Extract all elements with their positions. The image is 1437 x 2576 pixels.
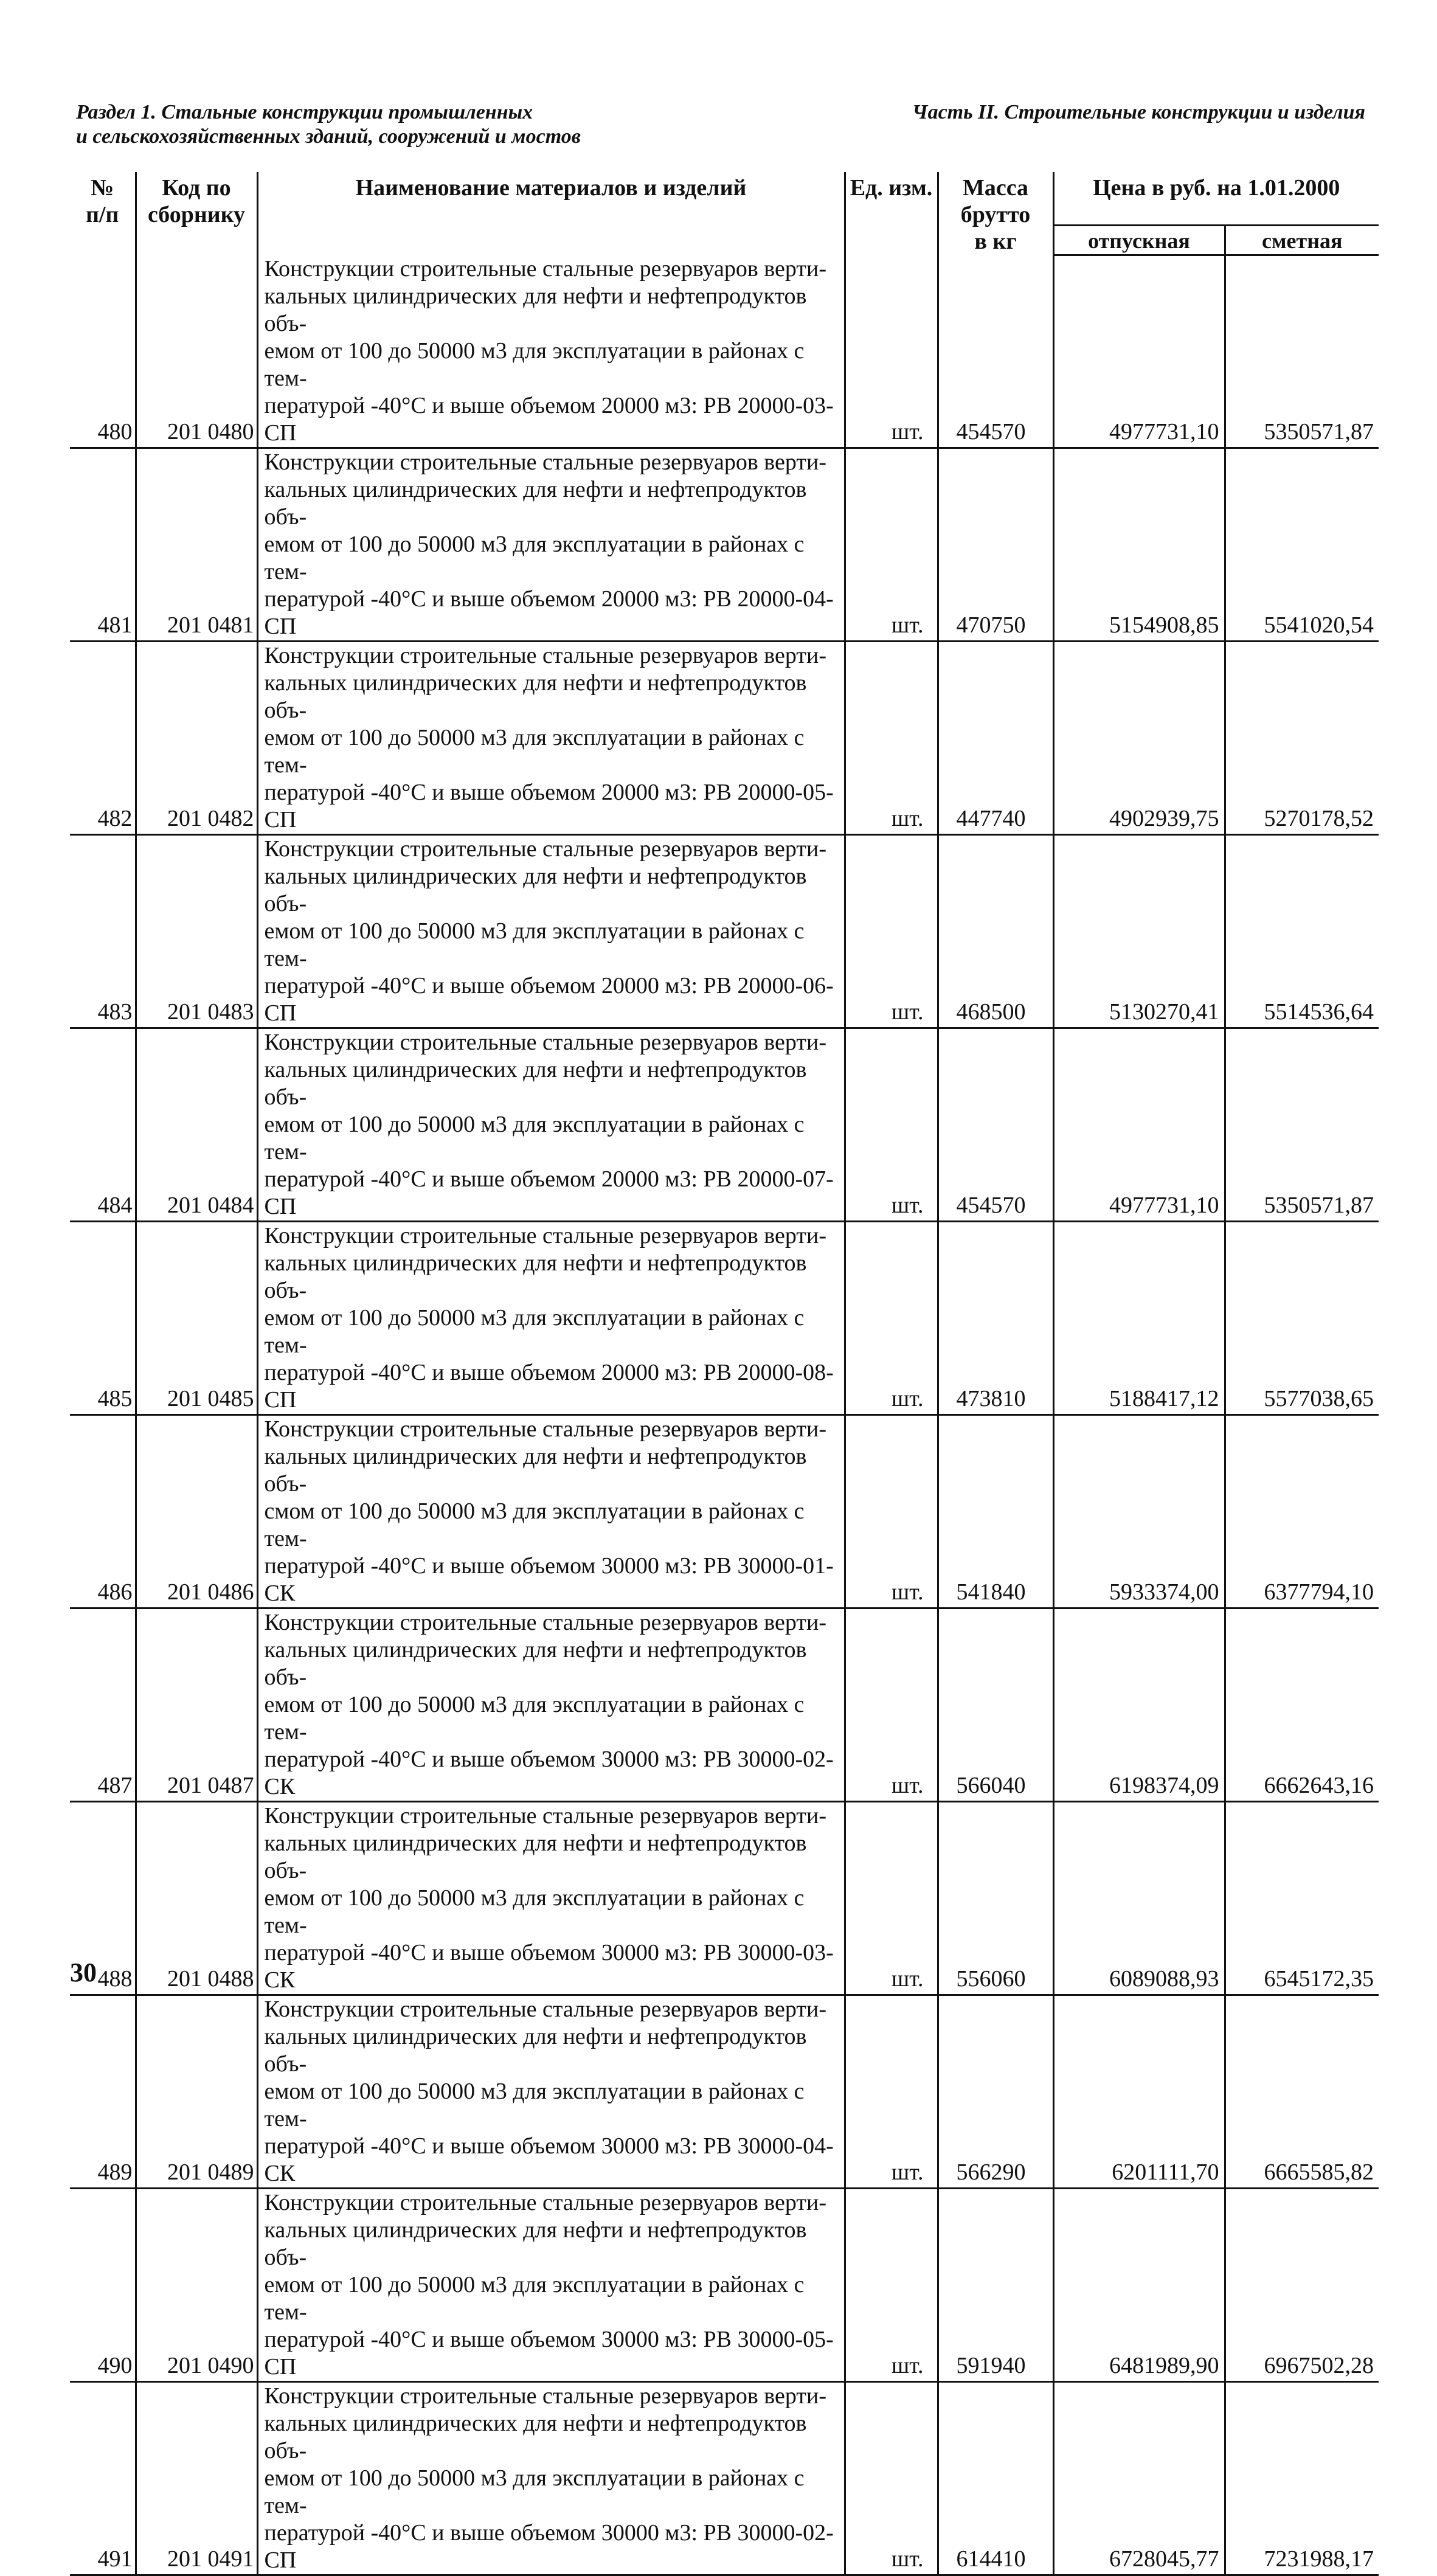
cell-mass: 454570 xyxy=(938,1028,1053,1221)
cell-price-release: 5154908,85 xyxy=(1053,448,1225,641)
name-line: кальных цилиндрических для нефти и нефтепродуктов объ- xyxy=(264,1250,807,1303)
cell-name xyxy=(257,2188,845,2381)
table-row xyxy=(70,1995,1379,2188)
name-line: Конструкции строительные стальные резервуаров верти- xyxy=(264,2189,826,2215)
name-line: кальных цилиндрических для нефти и нефтепродуктов объ- xyxy=(264,1636,807,1690)
name-line: пературой -40°С и выше объемом 30000 м3: РВ 30000-04- xyxy=(264,2133,834,2159)
cell-mass: 614410 xyxy=(938,2381,1053,2575)
name-line: кальных цилиндрических для нефти и нефтепродуктов объ- xyxy=(264,2217,807,2270)
cell-number: 487 xyxy=(70,1608,136,1801)
cell-unit: шт. xyxy=(845,1995,938,2188)
cell-number: 484 xyxy=(70,1028,136,1221)
cell-code: 201 0482 xyxy=(136,641,257,834)
table-row xyxy=(70,1608,1379,1801)
col-header-number xyxy=(70,172,136,255)
cell-number: 490 xyxy=(70,2188,136,2381)
table-body xyxy=(70,255,1379,2575)
name-line: емом от 100 до 50000 м3 для эксплуатации в районах с тем- xyxy=(264,1885,805,1938)
name-line: емом от 100 до 50000 м3 для эксплуатации в районах с тем- xyxy=(264,1691,805,1745)
cell-number: 481 xyxy=(70,448,136,641)
name-line: емом от 100 до 50000 м3 для эксплуатации в районах с тем- xyxy=(264,724,805,778)
name-line: кальных цилиндрических для нефти и нефтепродуктов объ- xyxy=(264,863,807,916)
cell-price-estimate: 6377794,10 xyxy=(1225,1414,1379,1608)
col-header-mass-line1: Масса xyxy=(962,175,1029,201)
section-title-line2: и сельскохозяйственных зданий, сооружений и мостов xyxy=(76,125,581,148)
col-header-mass-line3: в кг xyxy=(974,229,1017,254)
name-line: СП xyxy=(264,2353,297,2380)
name-line: Конструкции строительные стальные резервуаров верти- xyxy=(264,449,826,475)
cell-unit: шт. xyxy=(845,641,938,834)
section-title-line1: Раздел 1. Стальные конструкции промышленных xyxy=(76,101,533,123)
col-header-number-line1: № xyxy=(91,175,114,201)
cell-number: 491 xyxy=(70,2381,136,2575)
table-row xyxy=(70,448,1379,641)
cell-name xyxy=(257,1608,845,1801)
cell-price-release: 5933374,00 xyxy=(1053,1414,1225,1608)
cell-name xyxy=(257,1221,845,1414)
name-line: пературой -40°С и выше объемом 20000 м3: РВ 20000-07- xyxy=(264,1166,834,1192)
cell-price-release: 4902939,75 xyxy=(1053,641,1225,834)
table-row xyxy=(70,255,1379,448)
name-line: СК xyxy=(264,1773,296,1799)
name-line: емом от 100 до 50000 м3 для эксплуатации в районах с тем- xyxy=(264,918,805,971)
cell-mass: 591940 xyxy=(938,2188,1053,2381)
cell-unit: шт. xyxy=(845,1801,938,1995)
cell-code: 201 0490 xyxy=(136,2188,257,2381)
name-line: емом от 100 до 50000 м3 для эксплуатации в районах с тем- xyxy=(264,1304,805,1358)
name-line: Конструкции строительные стальные резервуаров верти- xyxy=(264,1609,826,1635)
cell-price-release: 4977731,10 xyxy=(1053,255,1225,448)
name-line: СП xyxy=(264,1387,297,1413)
cell-code: 201 0480 xyxy=(136,255,257,448)
cell-code: 201 0481 xyxy=(136,448,257,641)
cell-price-estimate: 5514536,64 xyxy=(1225,834,1379,1028)
col-header-code xyxy=(136,172,257,255)
cell-price-estimate: 6662643,16 xyxy=(1225,1608,1379,1801)
name-line: кальных цилиндрических для нефти и нефтепродуктов объ- xyxy=(264,2023,807,2077)
name-line: кальных цилиндрических для нефти и нефтепродуктов объ- xyxy=(264,1830,807,1883)
name-line: СК xyxy=(264,2160,296,2186)
price-table xyxy=(70,172,1379,2576)
cell-unit: шт. xyxy=(845,1221,938,1414)
cell-unit: шт. xyxy=(845,2188,938,2381)
cell-code: 201 0485 xyxy=(136,1221,257,1414)
cell-unit: шт. xyxy=(845,255,938,448)
name-line: пературой -40°С и выше объемом 30000 м3: РВ 30000-02- xyxy=(264,2519,834,2546)
name-line: пературой -40°С и выше объемом 30000 м3: РВ 30000-05- xyxy=(264,2326,834,2352)
name-line: Конструкции строительные стальные резервуаров верти- xyxy=(264,1996,826,2022)
name-line: СП xyxy=(264,806,297,833)
cell-number: 483 xyxy=(70,834,136,1028)
cell-price-release: 5130270,41 xyxy=(1053,834,1225,1028)
table-row xyxy=(70,2188,1379,2381)
name-line: кальных цилиндрических для нефти и нефтепродуктов объ- xyxy=(264,2410,807,2463)
table-row xyxy=(70,641,1379,834)
cell-price-estimate: 5541020,54 xyxy=(1225,448,1379,641)
cell-unit: шт. xyxy=(845,2381,938,2575)
name-line: СК xyxy=(264,1580,296,1606)
table-row xyxy=(70,834,1379,1028)
name-line: Конструкции строительные стальные резервуаров верти- xyxy=(264,1029,826,1055)
cell-mass: 566040 xyxy=(938,1608,1053,1801)
table-row xyxy=(70,2381,1379,2575)
name-line: Конструкции строительные стальные резервуаров верти- xyxy=(264,1416,826,1442)
cell-code: 201 0484 xyxy=(136,1028,257,1221)
cell-number: 489 xyxy=(70,1995,136,2188)
cell-number: 486 xyxy=(70,1414,136,1608)
cell-price-release: 6728045,77 xyxy=(1053,2381,1225,2575)
cell-mass: 556060 xyxy=(938,1801,1053,1995)
table-header xyxy=(70,172,1379,255)
name-line: пературой -40°С и выше объемом 20000 м3: РВ 20000-03- xyxy=(264,392,834,418)
name-line: кальных цилиндрических для нефти и нефтепродуктов объ- xyxy=(264,476,807,530)
col-header-code-line2: сборнику xyxy=(147,202,246,227)
cell-price-release: 4977731,10 xyxy=(1053,1028,1225,1221)
cell-price-estimate: 6665585,82 xyxy=(1225,1995,1379,2188)
cell-price-estimate: 5350571,87 xyxy=(1225,255,1379,448)
name-line: смом от 100 до 50000 м3 для эксплуатации в районах с тем- xyxy=(264,1498,805,1551)
table-row xyxy=(70,1801,1379,1995)
name-line: пературой -40°С и выше объемом 20000 м3: РВ 20000-06- xyxy=(264,972,834,999)
cell-mass: 454570 xyxy=(938,255,1053,448)
page-number: 30 xyxy=(70,1958,97,1987)
name-line: Конструкции строительные стальные резервуаров верти- xyxy=(264,1802,826,1829)
col-header-mass-line2: брутто xyxy=(960,202,1031,227)
table-row xyxy=(70,1221,1379,1414)
name-line: пературой -40°С и выше объемом 20000 м3: РВ 20000-04- xyxy=(264,586,834,612)
col-header-price-estimate: сметная xyxy=(1225,226,1379,255)
cell-code: 201 0487 xyxy=(136,1608,257,1801)
cell-price-estimate: 7231988,17 xyxy=(1225,2381,1379,2575)
cell-code: 201 0488 xyxy=(136,1801,257,1995)
cell-mass: 468500 xyxy=(938,834,1053,1028)
name-line: емом от 100 до 50000 м3 для эксплуатации в районах с тем- xyxy=(264,2465,805,2518)
name-line: СП xyxy=(264,2547,297,2573)
col-header-mass xyxy=(938,172,1053,255)
table-row xyxy=(70,1414,1379,1608)
cell-code: 201 0491 xyxy=(136,2381,257,2575)
name-line: СП xyxy=(264,1193,297,1219)
col-header-code-line1: Код по xyxy=(162,175,231,201)
cell-number: 485 xyxy=(70,1221,136,1414)
col-header-unit: Ед. изм. xyxy=(845,172,938,255)
cell-price-estimate: 6967502,28 xyxy=(1225,2188,1379,2381)
cell-price-estimate: 5577038,65 xyxy=(1225,1221,1379,1414)
cell-price-release: 6481989,90 xyxy=(1053,2188,1225,2381)
cell-name xyxy=(257,1995,845,2188)
name-line: Конструкции строительные стальные резервуаров верти- xyxy=(264,2383,826,2409)
name-line: емом от 100 до 50000 м3 для эксплуатации в районах с тем- xyxy=(264,1111,805,1165)
cell-code: 201 0489 xyxy=(136,1995,257,2188)
cell-price-estimate: 6545172,35 xyxy=(1225,1801,1379,1995)
cell-mass: 473810 xyxy=(938,1221,1053,1414)
cell-unit: шт. xyxy=(845,1414,938,1608)
cell-name xyxy=(257,448,845,641)
cell-name xyxy=(257,1801,845,1995)
name-line: емом от 100 до 50000 м3 для эксплуатации в районах с тем- xyxy=(264,531,805,584)
cell-name xyxy=(257,255,845,448)
name-line: емом от 100 до 50000 м3 для эксплуатации в районах с тем- xyxy=(264,2078,805,2131)
name-line: кальных цилиндрических для нефти и нефтепродуктов объ- xyxy=(264,283,807,336)
cell-mass: 447740 xyxy=(938,641,1053,834)
cell-number: 488 xyxy=(70,1801,136,1995)
cell-price-release: 5188417,12 xyxy=(1053,1221,1225,1414)
cell-unit: шт. xyxy=(845,834,938,1028)
cell-code: 201 0486 xyxy=(136,1414,257,1608)
cell-unit: шт. xyxy=(845,448,938,641)
cell-unit: шт. xyxy=(845,1608,938,1801)
cell-name xyxy=(257,641,845,834)
name-line: СП xyxy=(264,613,297,639)
cell-code: 201 0483 xyxy=(136,834,257,1028)
name-line: емом от 100 до 50000 м3 для эксплуатации в районах с тем- xyxy=(264,2271,805,2325)
name-line: Конструкции строительные стальные резервуаров верти- xyxy=(264,1222,826,1248)
cell-price-release: 6089088,93 xyxy=(1053,1801,1225,1995)
cell-unit: шт. xyxy=(845,1028,938,1221)
name-line: СП xyxy=(264,1000,297,1026)
col-header-price-release: отпускная xyxy=(1053,226,1225,255)
name-line: пературой -40°С и выше объемом 30000 м3: РВ 30000-01- xyxy=(264,1553,834,1579)
name-line: кальных цилиндрических для нефти и нефтепродуктов объ- xyxy=(264,1056,807,1110)
cell-mass: 470750 xyxy=(938,448,1053,641)
cell-price-estimate: 5350571,87 xyxy=(1225,1028,1379,1221)
running-header-section xyxy=(76,100,745,149)
name-line: пературой -40°С и выше объемом 30000 м3: РВ 30000-03- xyxy=(264,1939,834,1965)
name-line: пературой -40°С и выше объемом 20000 м3: РВ 20000-08- xyxy=(264,1359,834,1385)
cell-price-estimate: 5270178,52 xyxy=(1225,641,1379,834)
col-header-name: Наименование материалов и изделий xyxy=(257,172,845,255)
name-line: пературой -40°С и выше объемом 30000 м3: РВ 30000-02- xyxy=(264,1746,834,1772)
col-header-price: Цена в руб. на 1.01.2000 xyxy=(1053,172,1379,226)
cell-number: 480 xyxy=(70,255,136,448)
name-line: Конструкции строительные стальные резервуаров верти- xyxy=(264,255,826,282)
name-line: пературой -40°С и выше объемом 20000 м3: РВ 20000-05- xyxy=(264,779,834,805)
cell-name xyxy=(257,1414,845,1608)
name-line: кальных цилиндрических для нефти и нефтепродуктов объ- xyxy=(264,1443,807,1497)
name-line: Конструкции строительные стальные резервуаров верти- xyxy=(264,642,826,668)
cell-number: 482 xyxy=(70,641,136,834)
table-row xyxy=(70,1028,1379,1221)
cell-mass: 566290 xyxy=(938,1995,1053,2188)
name-line: емом от 100 до 50000 м3 для эксплуатации в районах с тем- xyxy=(264,338,805,391)
cell-name xyxy=(257,834,845,1028)
running-header-part: Часть II. Строительные конструкции и изделия xyxy=(912,101,1365,123)
cell-price-release: 6201111,70 xyxy=(1053,1995,1225,2188)
name-line: Конструкции строительные стальные резервуаров верти- xyxy=(264,836,826,862)
cell-price-release: 6198374,09 xyxy=(1053,1608,1225,1801)
cell-name xyxy=(257,1028,845,1221)
col-header-number-line2: п/п xyxy=(86,202,119,227)
cell-mass: 541840 xyxy=(938,1414,1053,1608)
name-line: СП xyxy=(264,420,297,446)
cell-name xyxy=(257,2381,845,2575)
name-line: СК xyxy=(264,1967,296,1993)
name-line: кальных цилиндрических для нефти и нефтепродуктов объ- xyxy=(264,670,807,723)
